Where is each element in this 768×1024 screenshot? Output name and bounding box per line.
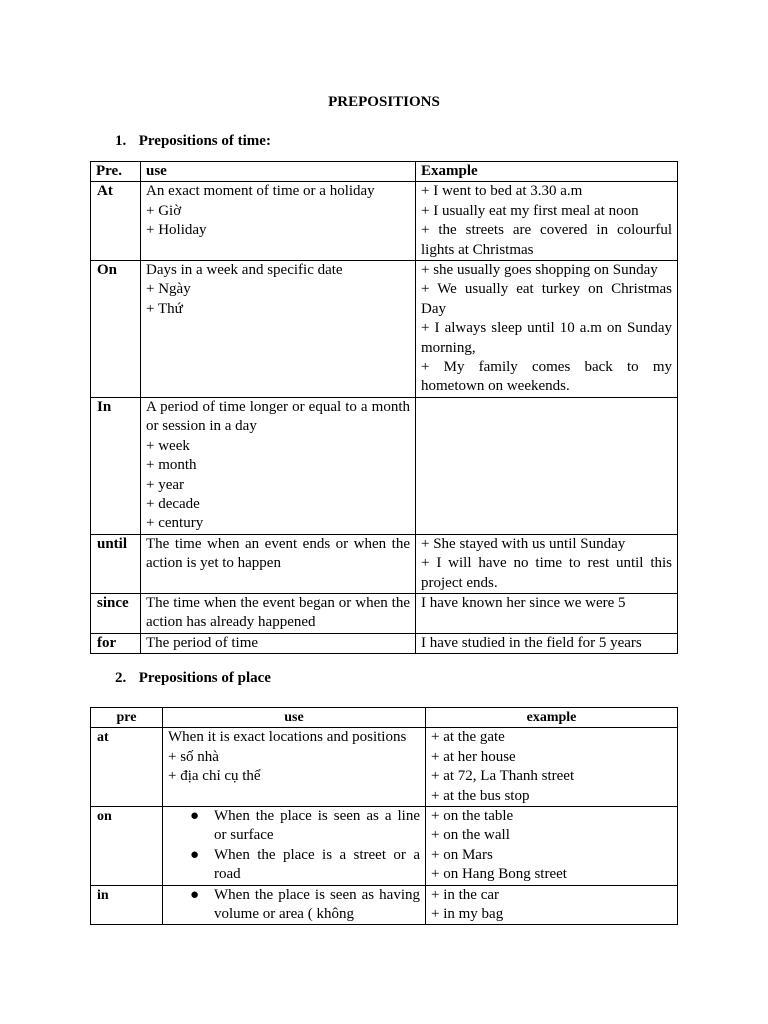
example-line: + the streets are covered in colourful lights at Christmas [421, 222, 672, 258]
preposition-cell: since [91, 593, 141, 633]
example-cell [426, 728, 678, 807]
example-line: + I will have no time to rest until this project ends. [421, 555, 672, 591]
bullet-text: When the place is a street or a road [214, 846, 420, 883]
table-header-row [91, 708, 678, 728]
example-line: + in my bag [431, 906, 504, 923]
column-header: Pre. [91, 162, 141, 182]
example-cell [416, 182, 678, 261]
column-header: use [141, 162, 416, 182]
use-line: + month [146, 457, 197, 474]
use-cell [141, 633, 416, 653]
preposition-cell: At [91, 182, 141, 261]
table-row [91, 633, 678, 653]
use-cell [141, 397, 416, 534]
table-row [91, 728, 678, 807]
use-line: + số nhà [168, 748, 219, 765]
use-cell [141, 593, 416, 633]
example-line: + on the wall [431, 827, 510, 844]
use-line: Days in a week and specific date [146, 262, 343, 279]
example-cell [416, 593, 678, 633]
use-line: The period of time [146, 634, 259, 651]
use-cell [163, 807, 426, 886]
section-title: Prepositions of place [138, 670, 271, 686]
section-number: 2. [115, 670, 127, 686]
page-title: PREPOSITIONS [328, 94, 440, 110]
example-line: + she usually goes shopping on Sunday [421, 262, 658, 279]
example-line: I have known her since we were 5 [421, 594, 626, 611]
use-cell [163, 728, 426, 807]
use-line: When it is exact locations and positions [168, 729, 407, 746]
use-cell [163, 885, 426, 925]
example-cell [416, 397, 678, 534]
table-row [91, 593, 678, 633]
table-row [91, 182, 678, 261]
preposition-cell: until [91, 534, 141, 593]
use-cell [141, 182, 416, 261]
use-line: + decade [146, 495, 200, 512]
use-line: + Ngày [146, 281, 191, 298]
table-row [91, 534, 678, 593]
preposition-cell: on [91, 807, 163, 886]
example-line: + I usually eat my first meal at noon [421, 202, 639, 219]
section-number: 1. [115, 133, 127, 149]
preposition-cell: in [91, 885, 163, 925]
bullet-text: When the place is seen as having volume or area ( không [214, 886, 420, 923]
column-header: example [426, 708, 678, 728]
example-line: + on the table [431, 808, 514, 825]
use-line: A period of time longer or equal to a month or session in a day [146, 398, 410, 435]
use-line: The time when an event ends or when the action is yet to happen [146, 535, 410, 572]
example-cell [416, 261, 678, 398]
use-line: + Giờ [146, 202, 182, 219]
example-line: + on Hang Bong street [431, 866, 567, 883]
bullet-item [168, 886, 420, 925]
section-heading-time [115, 133, 271, 150]
use-line: + Holiday [146, 222, 207, 239]
example-line: + at the gate [431, 729, 505, 746]
time-prepositions-table [90, 161, 678, 654]
preposition-cell: On [91, 261, 141, 398]
example-line: + I always sleep until 10 a.m on Sunday morning, [421, 320, 672, 356]
example-line: + I went to bed at 3.30 a.m [421, 183, 583, 200]
example-line: + at the bus stop [431, 787, 530, 804]
example-line: I have studied in the field for 5 years [421, 634, 642, 651]
use-line: An exact moment of time or a holiday [146, 183, 375, 200]
preposition-cell: for [91, 633, 141, 653]
example-line: + on Mars [431, 846, 493, 863]
section-title: Prepositions of time: [138, 133, 271, 149]
use-line: + địa chỉ cụ thể [168, 768, 261, 785]
table-header-row [91, 162, 678, 182]
column-header: use [163, 708, 426, 728]
use-line: + century [146, 515, 204, 532]
example-cell [426, 885, 678, 925]
use-cell [141, 534, 416, 593]
bullet-icon: ● [190, 846, 200, 863]
table-row [91, 885, 678, 925]
section-heading-place [115, 670, 271, 687]
use-cell [141, 261, 416, 398]
example-cell [416, 633, 678, 653]
example-line: + We usually eat turkey on Christmas Day [421, 281, 672, 317]
example-line: + at 72, La Thanh street [431, 768, 575, 785]
use-line: The time when the event began or when the action has already happened [146, 594, 410, 631]
table-row [91, 261, 678, 398]
place-prepositions-table [90, 707, 678, 925]
example-line: + She stayed with us until Sunday [421, 535, 626, 552]
use-line: + year [146, 476, 185, 493]
column-header: Example [416, 162, 678, 182]
example-line: + in the car [431, 886, 500, 903]
example-line: + at her house [431, 748, 516, 765]
bullet-text: When the place is seen as a line or surface [214, 808, 420, 844]
example-cell [426, 807, 678, 886]
use-line: + week [146, 437, 190, 454]
column-header: pre [91, 708, 163, 728]
table-row [91, 397, 678, 534]
bullet-item [168, 846, 420, 885]
preposition-cell: at [91, 728, 163, 807]
example-line: + My family comes back to my hometown on weekends. [421, 359, 672, 395]
bullet-icon: ● [190, 886, 200, 903]
preposition-cell: In [91, 397, 141, 534]
table-row [91, 807, 678, 886]
example-cell [416, 534, 678, 593]
bullet-item [168, 807, 420, 846]
use-line: + Thứ [146, 300, 183, 317]
bullet-icon: ● [190, 808, 200, 825]
